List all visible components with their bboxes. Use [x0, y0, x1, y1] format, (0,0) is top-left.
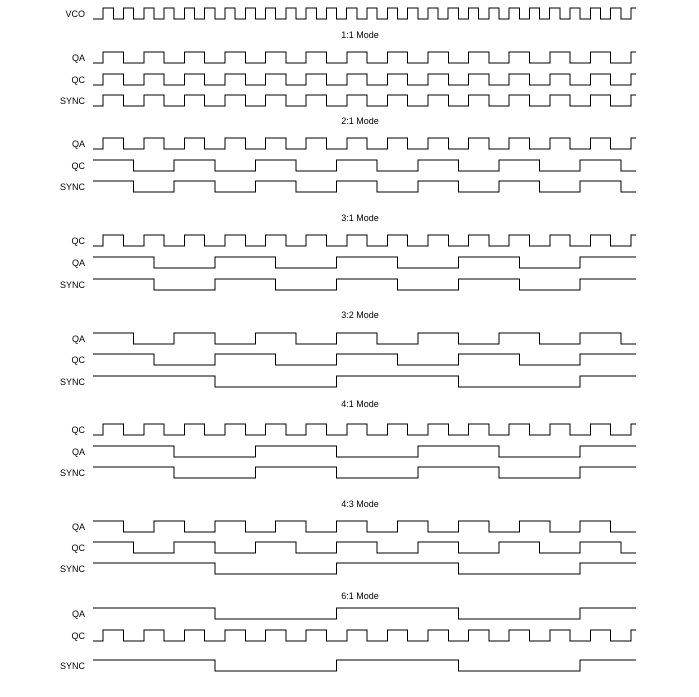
mode-title-3-1-mode: 3:1 Mode: [341, 213, 379, 223]
4-3-mode-qc-signal: [72, 542, 637, 553]
6-1-mode-qa-signal: [72, 608, 636, 619]
3-1-mode-qc-signal-waveform: [93, 235, 636, 246]
3-1-mode-sync-signal: [60, 279, 636, 290]
3-2-mode-sync-signal: [60, 376, 636, 387]
1-1-mode-qa-signal-label: QA: [71, 53, 85, 63]
vco-signal-label: VCO: [65, 9, 85, 19]
3-1-mode-sync-signal-label: SYNC: [59, 280, 85, 290]
3-2-mode-qc-signal: [72, 354, 637, 365]
1-1-mode-qc-signal: [72, 74, 637, 85]
vco-signal-waveform: [93, 8, 636, 19]
4-1-mode-qc-signal: [72, 424, 637, 435]
3-2-mode-sync-signal-label: SYNC: [59, 377, 85, 387]
1-1-mode-sync-signal: [60, 95, 636, 106]
6-1-mode-qa-signal-waveform: [93, 608, 636, 619]
4-1-mode-sync-signal: [60, 467, 636, 478]
1-1-mode-sync-signal-waveform: [93, 95, 636, 106]
6-1-mode-sync-signal-waveform: [93, 660, 636, 671]
2-1-mode-sync-signal-label: SYNC: [59, 182, 85, 192]
4-3-mode-qa-signal: [72, 521, 636, 532]
4-3-mode-qa-signal-label: QA: [71, 522, 85, 532]
mode-title-6-1-mode: 6:1 Mode: [341, 591, 379, 601]
3-1-mode-sync-signal-waveform: [93, 279, 636, 290]
3-1-mode-qa-signal: [72, 257, 636, 268]
4-1-mode-qa-signal-label: QA: [71, 447, 85, 457]
mode-title-1-1-mode: 1:1 Mode: [341, 30, 379, 40]
1-1-mode-qa-signal-waveform: [93, 52, 636, 63]
2-1-mode-qa-signal-waveform: [93, 138, 636, 149]
6-1-mode-qc-signal-waveform: [93, 630, 636, 641]
3-1-mode-qa-signal-label: QA: [71, 258, 85, 268]
4-1-mode-sync-signal-label: SYNC: [59, 468, 85, 478]
2-1-mode-qc-signal: [72, 160, 637, 171]
3-2-mode-qa-signal-waveform: [93, 333, 636, 344]
4-3-mode-sync-signal-waveform: [93, 563, 636, 574]
mode-title-3-2-mode: 3:2 Mode: [341, 310, 379, 320]
4-1-mode-sync-signal-waveform: [93, 467, 636, 478]
3-2-mode-sync-signal-waveform: [93, 376, 636, 387]
3-2-mode-qa-signal-label: QA: [71, 334, 85, 344]
2-1-mode-qc-signal-label: QC: [71, 161, 85, 171]
2-1-mode-sync-signal-waveform: [93, 181, 636, 192]
2-1-mode-qa-signal-label: QA: [71, 139, 85, 149]
2-1-mode-qa-signal: [72, 138, 636, 149]
4-1-mode-qa-signal-waveform: [93, 446, 636, 457]
3-1-mode-qc-signal-label: QC: [71, 236, 85, 246]
6-1-mode-sync-signal: [60, 660, 636, 671]
6-1-mode-qa-signal-label: QA: [71, 609, 85, 619]
3-2-mode-qc-signal-waveform: [93, 354, 636, 365]
2-1-mode-qc-signal-waveform: [93, 160, 636, 171]
6-1-mode-sync-signal-label: SYNC: [59, 661, 85, 671]
3-1-mode-qc-signal: [72, 235, 637, 246]
1-1-mode-sync-signal-label: SYNC: [59, 96, 85, 106]
mode-title-4-1-mode: 4:1 Mode: [341, 399, 379, 409]
4-1-mode-qa-signal: [72, 446, 636, 457]
2-1-mode-sync-signal: [60, 181, 636, 192]
4-1-mode-qc-signal-label: QC: [71, 425, 85, 435]
1-1-mode-qc-signal-label: QC: [71, 75, 85, 85]
1-1-mode-qc-signal-waveform: [93, 74, 636, 85]
4-3-mode-qc-signal-waveform: [93, 542, 636, 553]
4-3-mode-qc-signal-label: QC: [71, 543, 85, 553]
4-3-mode-sync-signal: [60, 563, 636, 574]
3-2-mode-qa-signal: [72, 333, 636, 344]
mode-title-4-3-mode: 4:3 Mode: [341, 499, 379, 509]
3-2-mode-qc-signal-label: QC: [71, 355, 85, 365]
vco-signal: [65, 8, 636, 19]
4-3-mode-qa-signal-waveform: [93, 521, 636, 532]
6-1-mode-qc-signal-label: QC: [71, 631, 85, 641]
4-1-mode-qc-signal-waveform: [93, 424, 636, 435]
mode-title-2-1-mode: 2:1 Mode: [341, 116, 379, 126]
1-1-mode-qa-signal: [72, 52, 636, 63]
4-3-mode-sync-signal-label: SYNC: [59, 564, 85, 574]
6-1-mode-qc-signal: [72, 630, 637, 641]
3-1-mode-qa-signal-waveform: [93, 257, 636, 268]
